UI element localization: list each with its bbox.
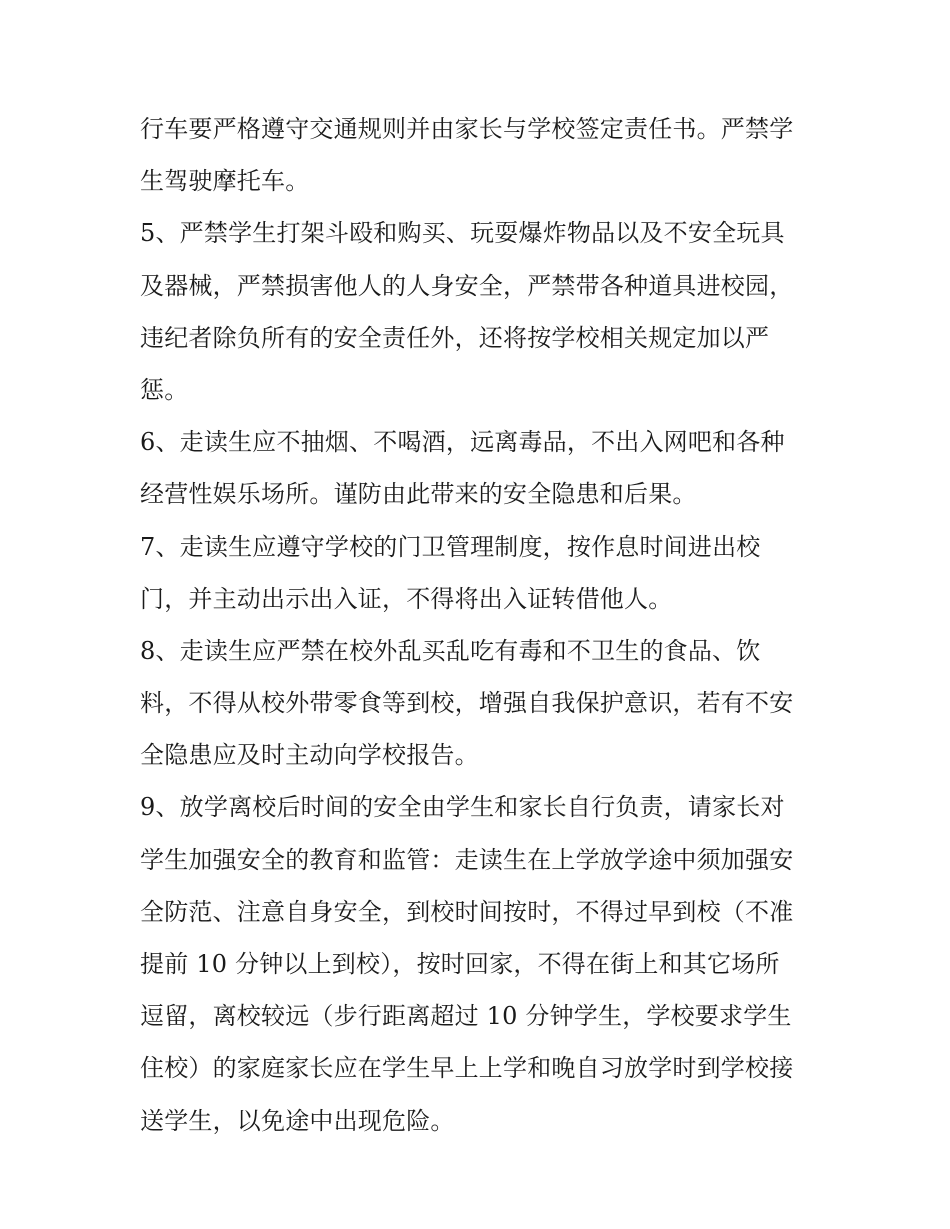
document-body <box>140 103 820 1147</box>
text-line: 及器械，严禁损害他人的人身安全，严禁带各种道具进校园， <box>140 271 794 300</box>
text-line: 违纪者除负所有的安全责任外，还将按学校相关规定加以严 <box>140 323 770 352</box>
text-line: 7、走读生应遵守学校的门卫管理制度，按作息时间进出校 <box>140 532 761 561</box>
text-line: 8、走读生应严禁在校外乱买乱吃有毒和不卫生的食品、饮 <box>140 636 761 665</box>
text-line: 学生加强安全的教育和监管：走读生在上学放学途中须加强安 <box>140 845 794 874</box>
text-line: 料，不得从校外带零食等到校，增强自我保护意识，若有不安 <box>140 689 794 718</box>
text-line: 全隐患应及时主动向学校报告。 <box>140 741 479 770</box>
text-line: 逗留，离校较远（步行距离超过 10 分钟学生，学校要求学生 <box>140 1002 792 1031</box>
text-line: 惩。 <box>140 375 189 404</box>
text-line: 6、走读生应不抽烟、不喝酒，远离毒品，不出入网吧和各种 <box>140 428 785 457</box>
text-line: 送学生，以免途中出现危险。 <box>140 1106 455 1135</box>
text-line: 经营性娱乐场所。谨防由此带来的安全隐患和后果。 <box>140 480 697 509</box>
text-line: 提前 10 分钟以上到校），按时回家，不得在街上和其它场所 <box>140 950 780 978</box>
text-line: 9、放学离校后时间的安全由学生和家长自行负责，请家长对 <box>140 793 785 822</box>
text-line: 全防范、注意自身安全，到校时间按时，不得过早到校（不准 <box>140 897 794 926</box>
text-line: 5、严禁学生打架斗殴和购买、玩耍爆炸物品以及不安全玩具 <box>140 219 785 248</box>
text-line: 生驾驶摩托车。 <box>140 167 310 196</box>
text-line: 行车要严格遵守交通规则并由家长与学校签定责任书。严禁学 <box>140 115 794 143</box>
text-line: 门，并主动出示出入证，不得将出入证转借他人。 <box>140 584 673 613</box>
text-line: 住校）的家庭家长应在学生早上上学和晚自习放学时到学校接 <box>140 1054 794 1083</box>
